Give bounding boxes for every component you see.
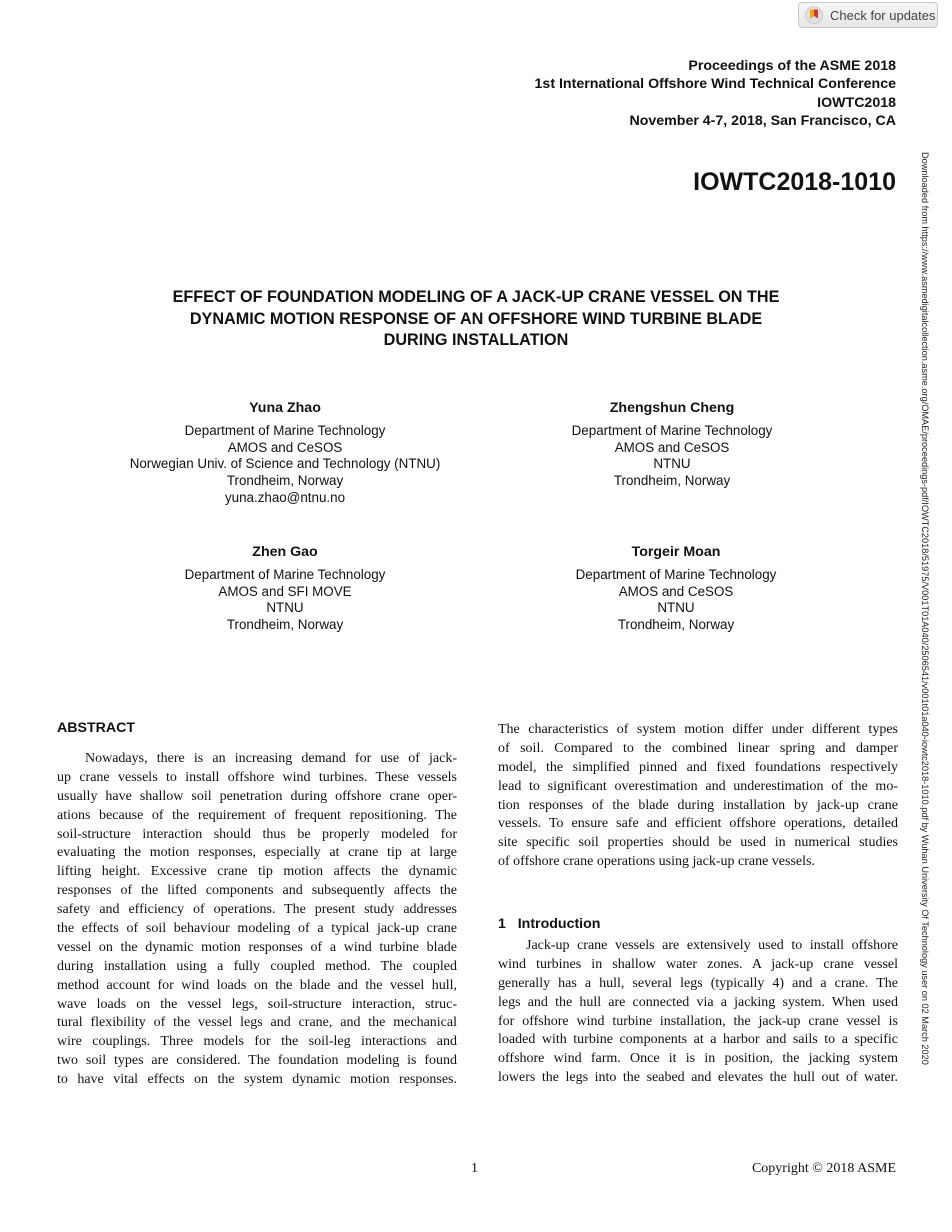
author-name: Zhen Gao [252, 544, 318, 560]
author-block [85, 400, 485, 507]
text-line: lead to significant overestimation and underestimation of the mo- [498, 778, 898, 794]
text-line: during installation using a fully coupled method. The coupled [57, 958, 457, 974]
proceedings-header [535, 57, 896, 130]
paper-id: IOWTC2018-1010 [693, 168, 896, 196]
author-affiliation: Department of Marine Technology [184, 422, 386, 438]
abstract-heading: ABSTRACT [57, 720, 136, 736]
author-name: Torgeir Moan [631, 544, 721, 560]
proceedings-line: Proceedings of the ASME 2018 [688, 58, 896, 74]
page-number: 1 [471, 1161, 478, 1176]
author-block [472, 400, 872, 490]
author-name: Zhengshun Cheng [609, 400, 735, 416]
text-line: legs and the hull are connected via a jacking system. When used [498, 994, 898, 1010]
check-for-updates-label: Check for updates [830, 7, 936, 23]
text-line: wave loads on the vessel legs, soil-structure interaction, struc- [57, 996, 457, 1012]
author-affiliation: AMOS and CeSOS [227, 439, 343, 455]
author-affiliation: Department of Marine Technology [571, 422, 773, 438]
text-line: safety and efficiency of operations. The present study addresses [57, 902, 457, 918]
text-line: soil-structure interaction should thus be properly modeled for [57, 826, 457, 842]
author-email[interactable]: yuna.zhao@ntnu.no [224, 489, 346, 505]
author-affiliation: NTNU [653, 456, 691, 472]
text-line: wind turbines in shallow water zones. A jack-up crane vessel [498, 956, 898, 972]
author-affiliation: Trondheim, Norway [226, 473, 344, 489]
crossmark-icon [805, 6, 823, 24]
author-affiliation: AMOS and SFI MOVE [218, 583, 352, 599]
text-line: offshore wind farm. Once it is in position, the jacking system [498, 1051, 898, 1067]
text-line: Nowadays, there is an increasing demand for use of jack- [85, 751, 457, 766]
text-line: tural flexibility of the vessel legs and crane, and the mechanical [57, 1015, 457, 1031]
text-line: Jack-up crane vessels are extensively used to install offshore [526, 938, 898, 953]
text-line: method account for wind loads on the blade and the vessel hull, [57, 977, 457, 993]
author-block [85, 544, 485, 634]
text-line: model, the simplified pinned and fixed foundations respectively [498, 759, 898, 775]
text-line: wire couplings. Three models for the soil-leg interactions and [57, 1034, 457, 1050]
copyright-notice: Copyright © 2018 ASME [751, 1161, 896, 1176]
text-line: vessels. To ensure safe and efficient offshore operations, detailed [498, 816, 898, 832]
author-name: Yuna Zhao [249, 400, 321, 416]
text-line: site specific soil properties should be used in numerical studies [498, 835, 898, 851]
author-affiliation: AMOS and CeSOS [614, 439, 730, 455]
proceedings-line: IOWTC2018 [817, 94, 896, 111]
download-sidebar-note: Downloaded from https://www.asmedigitalcollection.asme.org/OMAE/proceedings-pdf/IOWTC2018/51975/V001T01A040/2506541/v001t01a040-iowtc2018-1010.pdf by Wuhan University Of Technology user on 02 March 2020 [920, 152, 930, 1065]
text-line: ations because of the requirement of frequent repositioning. The [57, 807, 457, 823]
proceedings-line: 1st International Offshore Wind Technical Conference [534, 76, 896, 93]
author-affiliation: Department of Marine Technology [575, 566, 777, 582]
text-line: vessel on the dynamic motion responses of a wind turbine blade [57, 939, 457, 955]
author-affiliation: Department of Marine Technology [184, 566, 386, 582]
text-line: lowers the legs into the seabed and elevates the hull out of water. [498, 1070, 898, 1086]
author-affiliation: NTNU [266, 600, 304, 616]
text-line: for offshore wind turbine installation, the jack-up crane vessel is [498, 1013, 898, 1029]
author-affiliation: NTNU [657, 600, 695, 616]
author-affiliation: Trondheim, Norway [226, 617, 344, 633]
text-line: to have vital effects on the system dynamic motion responses. [57, 1072, 457, 1088]
author-affiliation: Trondheim, Norway [617, 617, 735, 633]
introduction-heading: 1 Introduction [498, 916, 601, 932]
author-affiliation: AMOS and CeSOS [618, 583, 734, 599]
author-block [476, 544, 876, 634]
abstract-body-continued [498, 721, 898, 872]
text-line: of soil. Compared to the combined linear spring and damper [498, 740, 898, 756]
text-line: evaluating the motion responses, especially at crane tip at large [57, 845, 457, 861]
text-line: The characteristics of system motion differ under different types [498, 722, 898, 737]
text-line: generally has a hull, several legs (typically 4) and a crane. The [498, 975, 898, 991]
author-affiliation: Trondheim, Norway [613, 473, 731, 489]
text-line: two soil types are considered. The foundation modeling is found [57, 1053, 457, 1069]
text-line: of offshore crane operations using jack-up crane vessels. [498, 854, 815, 870]
proceedings-line: November 4-7, 2018, San Francisco, CA [629, 112, 896, 129]
text-line: up crane vessels to install offshore wind turbines. These vessels [57, 769, 457, 785]
title-line: DYNAMIC MOTION RESPONSE OF AN OFFSHORE WIND TURBINE BLADE [189, 309, 763, 328]
author-affiliation: Norwegian Univ. of Science and Technology (NTNU) [129, 456, 441, 472]
text-line: usually have shallow soil penetration during offshore crane oper- [57, 788, 457, 804]
introduction-body [498, 937, 898, 1088]
text-line: tion responses of the blade during installation by jack-up crane [498, 797, 898, 813]
paper-title [90, 287, 862, 352]
title-line: DURING INSTALLATION [383, 331, 569, 349]
title-line: EFFECT OF FOUNDATION MODELING OF A JACK-UP CRANE VESSEL ON THE [172, 288, 780, 306]
text-line: loaded with turbine components at a harbor and sails to a specific [498, 1032, 898, 1048]
check-for-updates-button[interactable] [798, 2, 938, 28]
text-line: the effects of soil behaviour modeling of a typical jack-up crane [57, 921, 457, 937]
text-line: responses of the lifted components and subsequently affects the [57, 883, 457, 899]
text-line: lifting height. Excessive crane tip motion affects the dynamic [57, 864, 457, 880]
abstract-body [57, 750, 457, 1090]
